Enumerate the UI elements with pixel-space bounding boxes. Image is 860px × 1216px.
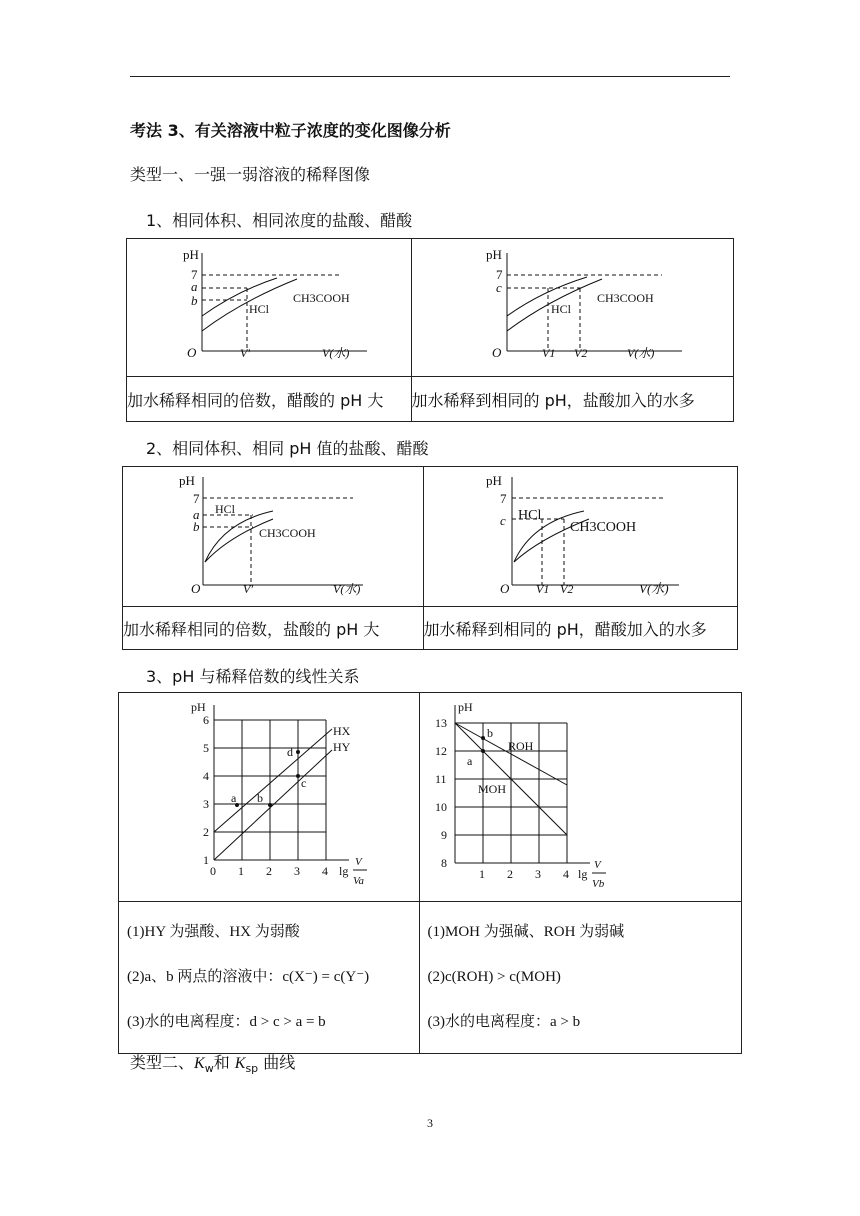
sec1-heading: 1、相同体积、相同浓度的盐酸、醋酸: [146, 211, 413, 230]
svg-text:c: c: [301, 776, 307, 790]
svg-text:7: 7: [495, 267, 502, 282]
graph-cell: [411, 239, 734, 377]
note-line: (1)HY 为强酸、HX 为弱酸: [127, 924, 300, 940]
svg-text:1: 1: [203, 853, 209, 867]
svg-text:HCl: HCl: [517, 508, 541, 523]
svg-text:4: 4: [562, 867, 569, 881]
svg-text:HY: HY: [333, 740, 351, 754]
svg-text:c: c: [499, 513, 506, 528]
svg-text:pH: pH: [179, 473, 195, 488]
graph-1a: [127, 239, 409, 372]
type2-heading: 类型二、$K_w$和 $K_{sp}$ 曲线: [130, 1053, 296, 1076]
svg-text:c: c: [495, 280, 502, 295]
svg-text:10: 10: [434, 800, 447, 814]
caption-cell: 加水稀释到相同的 pH，醋酸加入的水多: [423, 607, 738, 650]
caption-cell: 加水稀释相同的倍数，盐酸的 pH 大: [123, 607, 424, 650]
svg-text:0: 0: [210, 864, 216, 878]
svg-text:pH: pH: [457, 700, 473, 714]
note-line: (3)水的电离程度：a > b: [427, 1014, 581, 1030]
svg-text:6: 6: [203, 713, 209, 727]
svg-text:Vb: Vb: [591, 878, 604, 890]
svg-text:V: V: [355, 856, 362, 868]
svg-text:O: O: [499, 581, 509, 596]
notes-cell-left: [119, 902, 420, 1054]
svg-text:V1: V1: [541, 346, 555, 360]
section-heading: 考法 3、有关溶液中粒子浓度的变化图像分析: [130, 121, 451, 140]
svg-text:4: 4: [322, 864, 328, 878]
table-sec1: [126, 238, 734, 422]
graph-1b: [412, 239, 732, 372]
header-rule: [130, 76, 730, 77]
svg-text:11: 11: [434, 772, 447, 786]
graph-3b: [420, 693, 740, 897]
svg-text:V1: V1: [535, 582, 549, 596]
svg-text:HCl: HCl: [550, 302, 571, 316]
svg-text:4: 4: [203, 769, 209, 783]
svg-text:O: O: [191, 581, 201, 596]
svg-text:V′: V′: [243, 582, 253, 596]
note-line: (2)a、b 两点的溶液中：c(X⁻) = c(Y⁻): [127, 969, 370, 985]
graph-3a: [119, 693, 417, 897]
svg-text:lg: lg: [577, 867, 587, 881]
svg-text:pH: pH: [485, 247, 502, 262]
svg-text:HX: HX: [333, 724, 351, 738]
svg-text:a: a: [193, 507, 200, 522]
svg-text:7: 7: [191, 267, 198, 282]
svg-text:b: b: [257, 791, 263, 805]
svg-text:b: b: [191, 293, 198, 308]
svg-text:V(水): V(水): [333, 582, 361, 596]
table-sec3: [118, 692, 742, 1054]
svg-text:d: d: [287, 745, 293, 759]
svg-text:a: a: [191, 279, 198, 294]
svg-text:ROH: ROH: [507, 739, 533, 753]
svg-text:8: 8: [440, 856, 447, 870]
svg-text:CH3COOH: CH3COOH: [596, 291, 654, 305]
svg-text:13: 13: [434, 716, 447, 730]
svg-text:V: V: [593, 859, 601, 871]
svg-text:pH: pH: [485, 473, 502, 488]
svg-text:3: 3: [534, 867, 541, 881]
svg-text:7: 7: [193, 491, 200, 506]
table-sec2: [122, 466, 738, 650]
svg-text:O: O: [491, 345, 501, 360]
svg-text:V2: V2: [573, 346, 587, 360]
svg-text:3: 3: [294, 864, 300, 878]
svg-text:lg: lg: [339, 864, 349, 878]
svg-text:1: 1: [238, 864, 244, 878]
type1-heading: 类型一、一强一弱溶液的稀释图像: [130, 165, 371, 184]
svg-text:5: 5: [203, 741, 209, 755]
svg-text:V′: V′: [240, 346, 250, 360]
caption-cell: 加水稀释相同的倍数，醋酸的 pH 大: [127, 377, 412, 422]
svg-text:V(水): V(水): [638, 581, 669, 596]
svg-text:b: b: [486, 726, 493, 740]
svg-text:V(水): V(水): [626, 346, 654, 360]
svg-text:1: 1: [478, 867, 485, 881]
graph-cell: [123, 467, 424, 607]
graph-cell: [423, 467, 738, 607]
svg-text:pH: pH: [183, 247, 199, 262]
svg-text:V2: V2: [559, 582, 573, 596]
svg-text:a: a: [466, 754, 472, 768]
svg-text:pH: pH: [191, 700, 206, 714]
svg-text:CH3COOH: CH3COOH: [259, 526, 316, 540]
svg-text:7: 7: [499, 491, 506, 506]
svg-text:2: 2: [266, 864, 272, 878]
svg-text:9: 9: [440, 828, 447, 842]
svg-text:Va: Va: [353, 875, 364, 887]
svg-text:HCl: HCl: [215, 502, 236, 516]
graph-cell: [419, 693, 742, 902]
note-line: (3)水的电离程度：d > c > a = b: [127, 1014, 326, 1030]
svg-text:b: b: [193, 519, 200, 534]
svg-text:12: 12: [434, 744, 447, 758]
svg-text:2: 2: [203, 825, 209, 839]
svg-text:V(水): V(水): [322, 346, 350, 360]
svg-text:CH3COOH: CH3COOH: [569, 520, 636, 535]
notes-cell-right: [419, 902, 742, 1054]
svg-text:HCl: HCl: [249, 302, 270, 316]
svg-text:O: O: [187, 345, 197, 360]
caption-cell: 加水稀释到相同的 pH，盐酸加入的水多: [411, 377, 734, 422]
svg-text:MOH: MOH: [477, 782, 506, 796]
note-line: (2)c(ROH) > c(MOH): [427, 969, 561, 985]
page-number: 3: [427, 1116, 433, 1130]
svg-text:CH3COOH: CH3COOH: [293, 291, 350, 305]
svg-text:3: 3: [203, 797, 209, 811]
graph-2b: [424, 467, 736, 602]
sec2-heading: 2、相同体积、相同 pH 值的盐酸、醋酸: [146, 439, 429, 458]
graph-2a: [123, 467, 421, 602]
graph-cell: [119, 693, 420, 902]
sec3-heading: 3、pH 与稀释倍数的线性关系: [146, 667, 360, 686]
note-line: (1)MOH 为强碱、ROH 为弱碱: [427, 924, 625, 940]
graph-cell: [127, 239, 412, 377]
svg-text:2: 2: [506, 867, 513, 881]
svg-text:a: a: [231, 791, 237, 805]
